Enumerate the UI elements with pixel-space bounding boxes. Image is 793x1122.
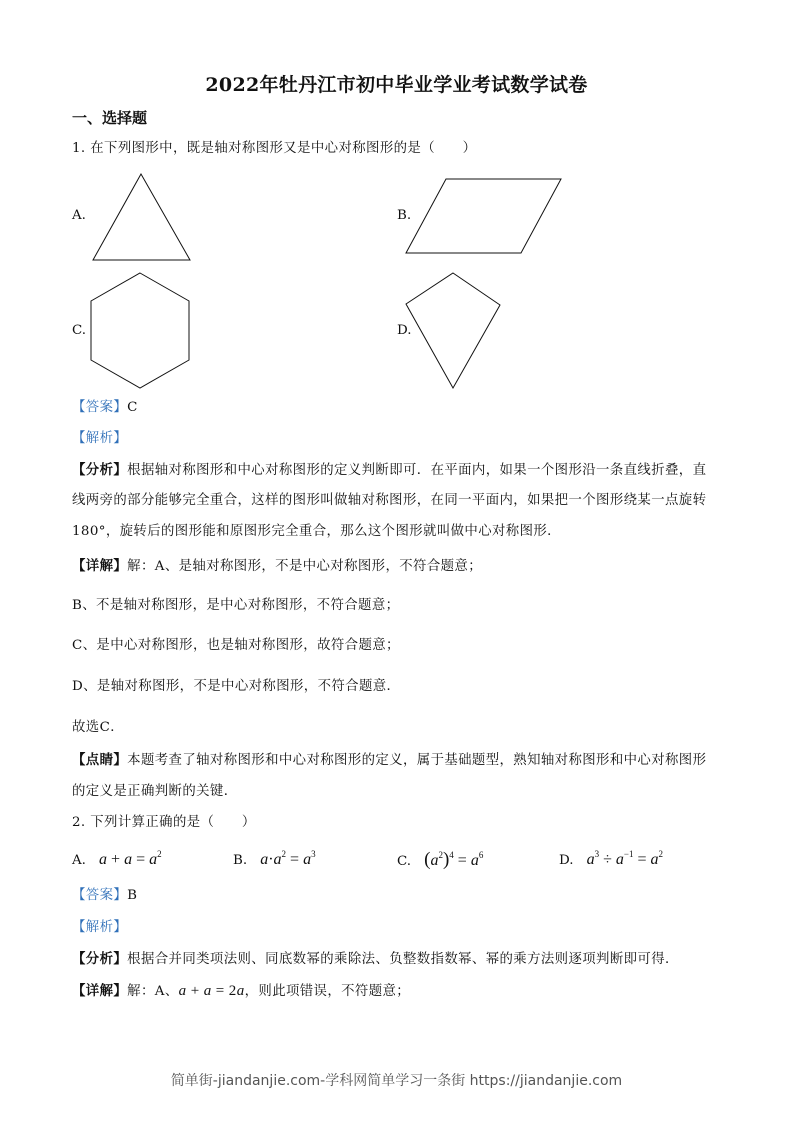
q1-option-c-label: C.	[72, 323, 87, 338]
q2-option-a	[72, 849, 162, 869]
question-2-stem: 2. 下列计算正确的是（ ）	[72, 815, 256, 830]
q2-option-d	[559, 849, 663, 869]
page-title: 2022年牡丹江市初中毕业学业考试数学试卷	[205, 74, 588, 96]
xiangjie-prefix: 解：A、	[127, 984, 179, 999]
q1-xiangjie-line-4: D、是轴对称图形，不是中心对称图形，不符合题意．	[72, 679, 401, 694]
q2-option-d-label: D.	[559, 853, 574, 868]
q1-option-a-label: A.	[72, 208, 86, 223]
q1-option-b-label: B.	[397, 208, 412, 223]
q2-answer	[72, 886, 137, 906]
dianjing-text: 本题考查了轴对称图形和中心对称图形的定义，属于基础题型，熟知轴对称图形和中心对称图形	[127, 753, 707, 768]
section-heading: 一、选择题	[72, 109, 148, 127]
parallelogram-figure	[406, 179, 561, 253]
q2-option-c-expr: $(a^2)^4 = a^6$	[424, 849, 484, 870]
question-1-stem: 1. 在下列图形中，既是轴对称图形又是中心对称图形的是（ ）	[72, 141, 477, 156]
q1-xiangjie-line-2: B、不是轴对称图形，是中心对称图形，不符合题意；	[72, 598, 400, 613]
q2-option-b-expr: $a\cdot a^2 = a^3$	[260, 849, 316, 868]
footer-watermark: 简单街-jiandanjie.com-学科网简单学习一条街 https://jiandanjie.com	[170, 1073, 623, 1089]
q2-option-b	[233, 849, 316, 869]
answer-tag: 【答案】	[72, 400, 128, 415]
xiangjie-text: 解：A、是轴对称图形，不是中心对称图形，不符合题意；	[127, 559, 483, 574]
answer-value: B	[127, 888, 138, 903]
hexagon-figure	[91, 273, 189, 388]
q2-option-c-label: C.	[397, 854, 412, 869]
answer-tag: 【答案】	[72, 888, 128, 903]
q2-option-a-label: A.	[72, 853, 86, 868]
xiangjie-tag: 【详解】	[72, 558, 128, 574]
q1-analysis-tag: 【解析】	[72, 431, 128, 446]
answer-value: C	[127, 400, 138, 415]
q2-analysis-tag: 【解析】	[72, 920, 128, 935]
q1-conclusion: 故选C．	[72, 720, 125, 735]
xiangjie-tag: 【详解】	[72, 983, 128, 999]
q2-option-a-expr: $a + a = a^2$	[99, 849, 162, 868]
dianjing-tag: 【点睛】	[72, 752, 128, 768]
q2-xiangjie	[72, 981, 410, 1002]
q1-dianjing-line-1	[72, 750, 706, 771]
q1-dianjing-line-2: 的定义是正确判断的关键．	[72, 784, 238, 799]
q1-xiangjie-line-3: C、是中心对称图形，也是轴对称图形，故符合题意；	[72, 638, 400, 653]
fenxi-text: 根据合并同类项法则、同底数幂的乘除法、负整数指数幂、幂的乘方法则逐项判断即可得．	[127, 952, 679, 967]
fenxi-tag: 【分析】	[72, 462, 128, 478]
q2-fenxi	[72, 949, 679, 970]
q1-xiangjie-line-1	[72, 556, 482, 577]
xiangjie-expr: a + a = 2a	[178, 983, 245, 999]
fenxi-tag: 【分析】	[72, 951, 128, 967]
q1-fenxi-line-2: 线两旁的部分能够完全重合，这样的图形叫做轴对称图形，在同一平面内，如果把一个图形绕某一点旋转	[72, 493, 707, 508]
fenxi-text: 根据轴对称图形和中心对称图形的定义判断即可．在平面内，如果一个图形沿一条直线折叠，直	[127, 463, 707, 478]
kite-figure	[406, 273, 500, 388]
q1-fenxi-line-3: 180°，旋转后的图形能和原图形完全重合，那么这个图形就叫做中心对称图形．	[72, 524, 561, 539]
q2-option-d-expr: $a^3 \div a^{-1} = a^2$	[586, 849, 663, 868]
q1-option-d-label: D.	[397, 323, 412, 338]
q2-option-c	[397, 849, 483, 871]
q1-answer	[72, 398, 138, 418]
triangle-figure	[93, 174, 190, 260]
xiangjie-suffix: ，则此项错误，不符题意；	[244, 984, 411, 999]
q2-option-b-label: B.	[233, 853, 248, 868]
q1-fenxi-line-1	[72, 460, 706, 481]
